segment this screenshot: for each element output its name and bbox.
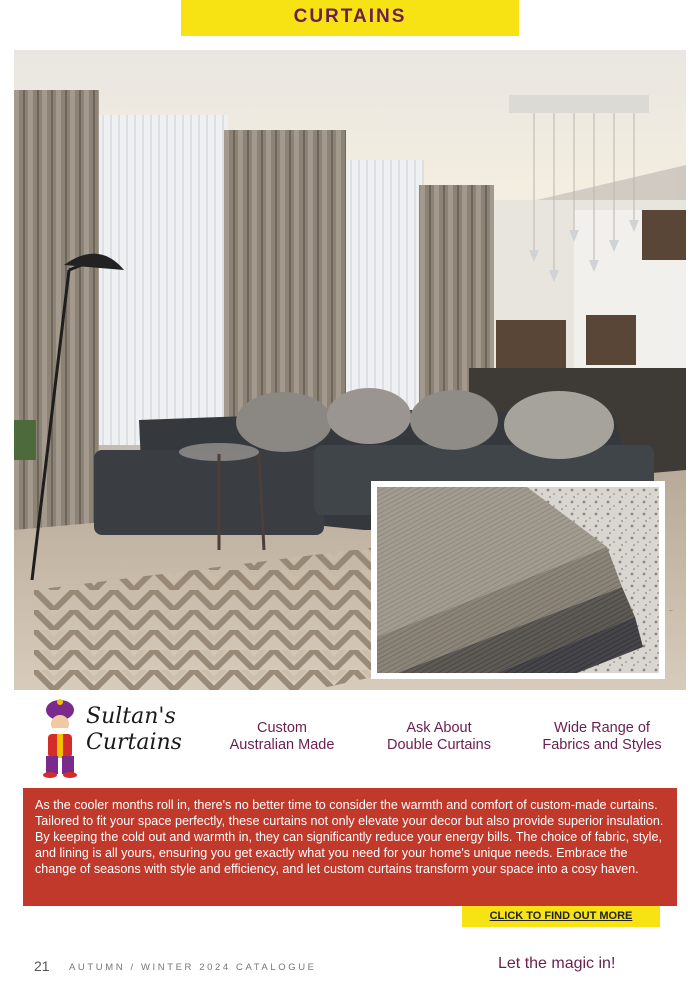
find-out-more-button[interactable]: CLICK TO FIND OUT MORE (462, 906, 660, 927)
banner-title: CURTAINS (293, 6, 407, 27)
brand-name (86, 704, 182, 756)
feature-double-curtains (378, 720, 500, 754)
feature-wide-range (532, 720, 672, 754)
catalogue-label: AUTUMN / WINTER 2024 CATALOGUE (69, 962, 317, 973)
feature-line: Fabrics and Styles (542, 737, 662, 753)
brand-line-1: Sultan's (86, 704, 176, 729)
brand-line-2: Curtains (86, 730, 182, 755)
fabric-swatches-icon (377, 487, 659, 673)
page-number: 21 (34, 958, 50, 974)
fabric-inset (371, 481, 665, 679)
feature-line: Wide Range of (554, 720, 650, 736)
feature-custom-made (218, 720, 346, 754)
brand-logo (38, 698, 188, 778)
feature-line: Double Curtains (387, 737, 491, 753)
description-box (23, 788, 677, 906)
description-text: As the cooler months roll in, there's no better time to consider the warmth and comfort of custom-made curtains. Tailored to fit your space perfectly, these curtains not only elevate your decor but also provide superior insulation. By keeping the cold out and warmth in, they can significantly reduce your energy bills. The choice of fabric, style, and lining is all yours, ensuring you get exactly what you need for your home's unique needs. Embrace the change of seasons with style and efficiency, and let custom curtains transform your space into a cosy haven. (35, 798, 664, 876)
tagline: Let the magic in! (498, 955, 616, 972)
feature-line: Australian Made (229, 737, 335, 753)
feature-line: Ask About (406, 720, 472, 736)
sultan-mascot-icon (38, 698, 84, 778)
feature-line: Custom (257, 720, 307, 736)
page-banner (181, 0, 519, 36)
